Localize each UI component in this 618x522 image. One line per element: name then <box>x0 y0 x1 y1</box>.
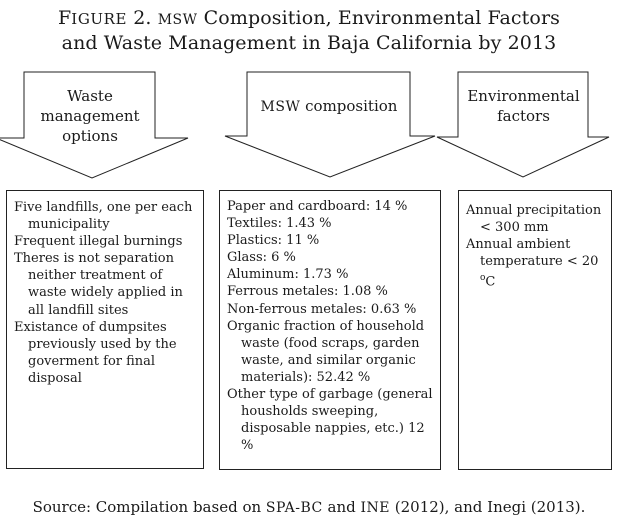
figure-label-lead: F <box>58 7 72 29</box>
figure-title-line-2: and Waste Management in Baja California by 2013 <box>61 32 557 54</box>
figure-label-rest: IGURE <box>71 10 128 28</box>
waste-option-item: Theres is not separation neither treatment of waste widely applied in all landfill sites <box>14 251 183 318</box>
source-and: and <box>322 498 361 516</box>
waste-management-header-line-2: options <box>62 127 118 145</box>
msw-composition-item: Organic fraction of household waste (food scraps, garden waste, and similar organic materials): 52.42 % <box>227 318 425 385</box>
environmental-factors-header <box>460 86 587 126</box>
environmental-factors-header-line-2: factors <box>497 107 550 125</box>
source-abbr-spa-bc: SPA-BC <box>265 500 323 516</box>
title-line-1-text: Composition, Environmental Factors <box>197 7 560 29</box>
msw-composition-item: Aluminum: 1.73 % <box>227 267 349 283</box>
environmental-factors-box <box>458 190 612 470</box>
source-lead: Source: Compilation based on <box>32 498 266 516</box>
degree-symbol: o <box>480 273 486 284</box>
msw-composition-header-text: composition <box>300 97 398 115</box>
figure-number: 2. <box>127 7 158 29</box>
waste-options-box <box>6 190 204 469</box>
source-rest: (2012), and Inegi (2013). <box>389 498 586 516</box>
waste-management-header-line-1: Waste management <box>40 87 140 125</box>
environmental-factors-header-line-1: Environmental <box>467 87 580 105</box>
msw-composition-item: Other type of garbage (general housholds sweeping, disposable nappies, etc.) 12 % <box>227 387 433 454</box>
msw-composition-header-abbr: MSW <box>260 99 301 115</box>
waste-option-item: Existance of dumpsites previously used by the goverment for final disposal <box>14 319 177 386</box>
environmental-factor-item: Annual precipitation < 300 mm <box>466 203 602 236</box>
environmental-factor-item <box>466 236 607 291</box>
msw-composition-box <box>219 190 441 470</box>
figure-source <box>0 497 618 518</box>
msw-composition-item: Plastics: 11 % <box>227 233 320 249</box>
msw-composition-item: Textiles: 1.43 % <box>227 216 332 232</box>
waste-option-item: Frequent illegal burnings <box>14 234 183 250</box>
waste-management-header <box>26 86 154 146</box>
msw-composition-header <box>249 96 409 117</box>
source-abbr-ine: INE <box>360 500 390 516</box>
temperature-unit: C <box>485 274 496 290</box>
msw-composition-item: Ferrous metales: 1.08 % <box>227 284 388 300</box>
msw-composition-arrow <box>225 72 435 177</box>
msw-composition-item: Glass: 6 % <box>227 250 296 266</box>
title-msw-abbr: MSW <box>157 12 198 28</box>
msw-composition-item: Paper and cardboard: 14 % <box>227 199 408 214</box>
waste-option-item: Five landfills, one per each municipality <box>14 200 193 233</box>
temperature-text: Annual ambient temperature < 20 <box>466 237 599 270</box>
msw-composition-item: Non-ferrous metales: 0.63 % <box>227 301 417 317</box>
